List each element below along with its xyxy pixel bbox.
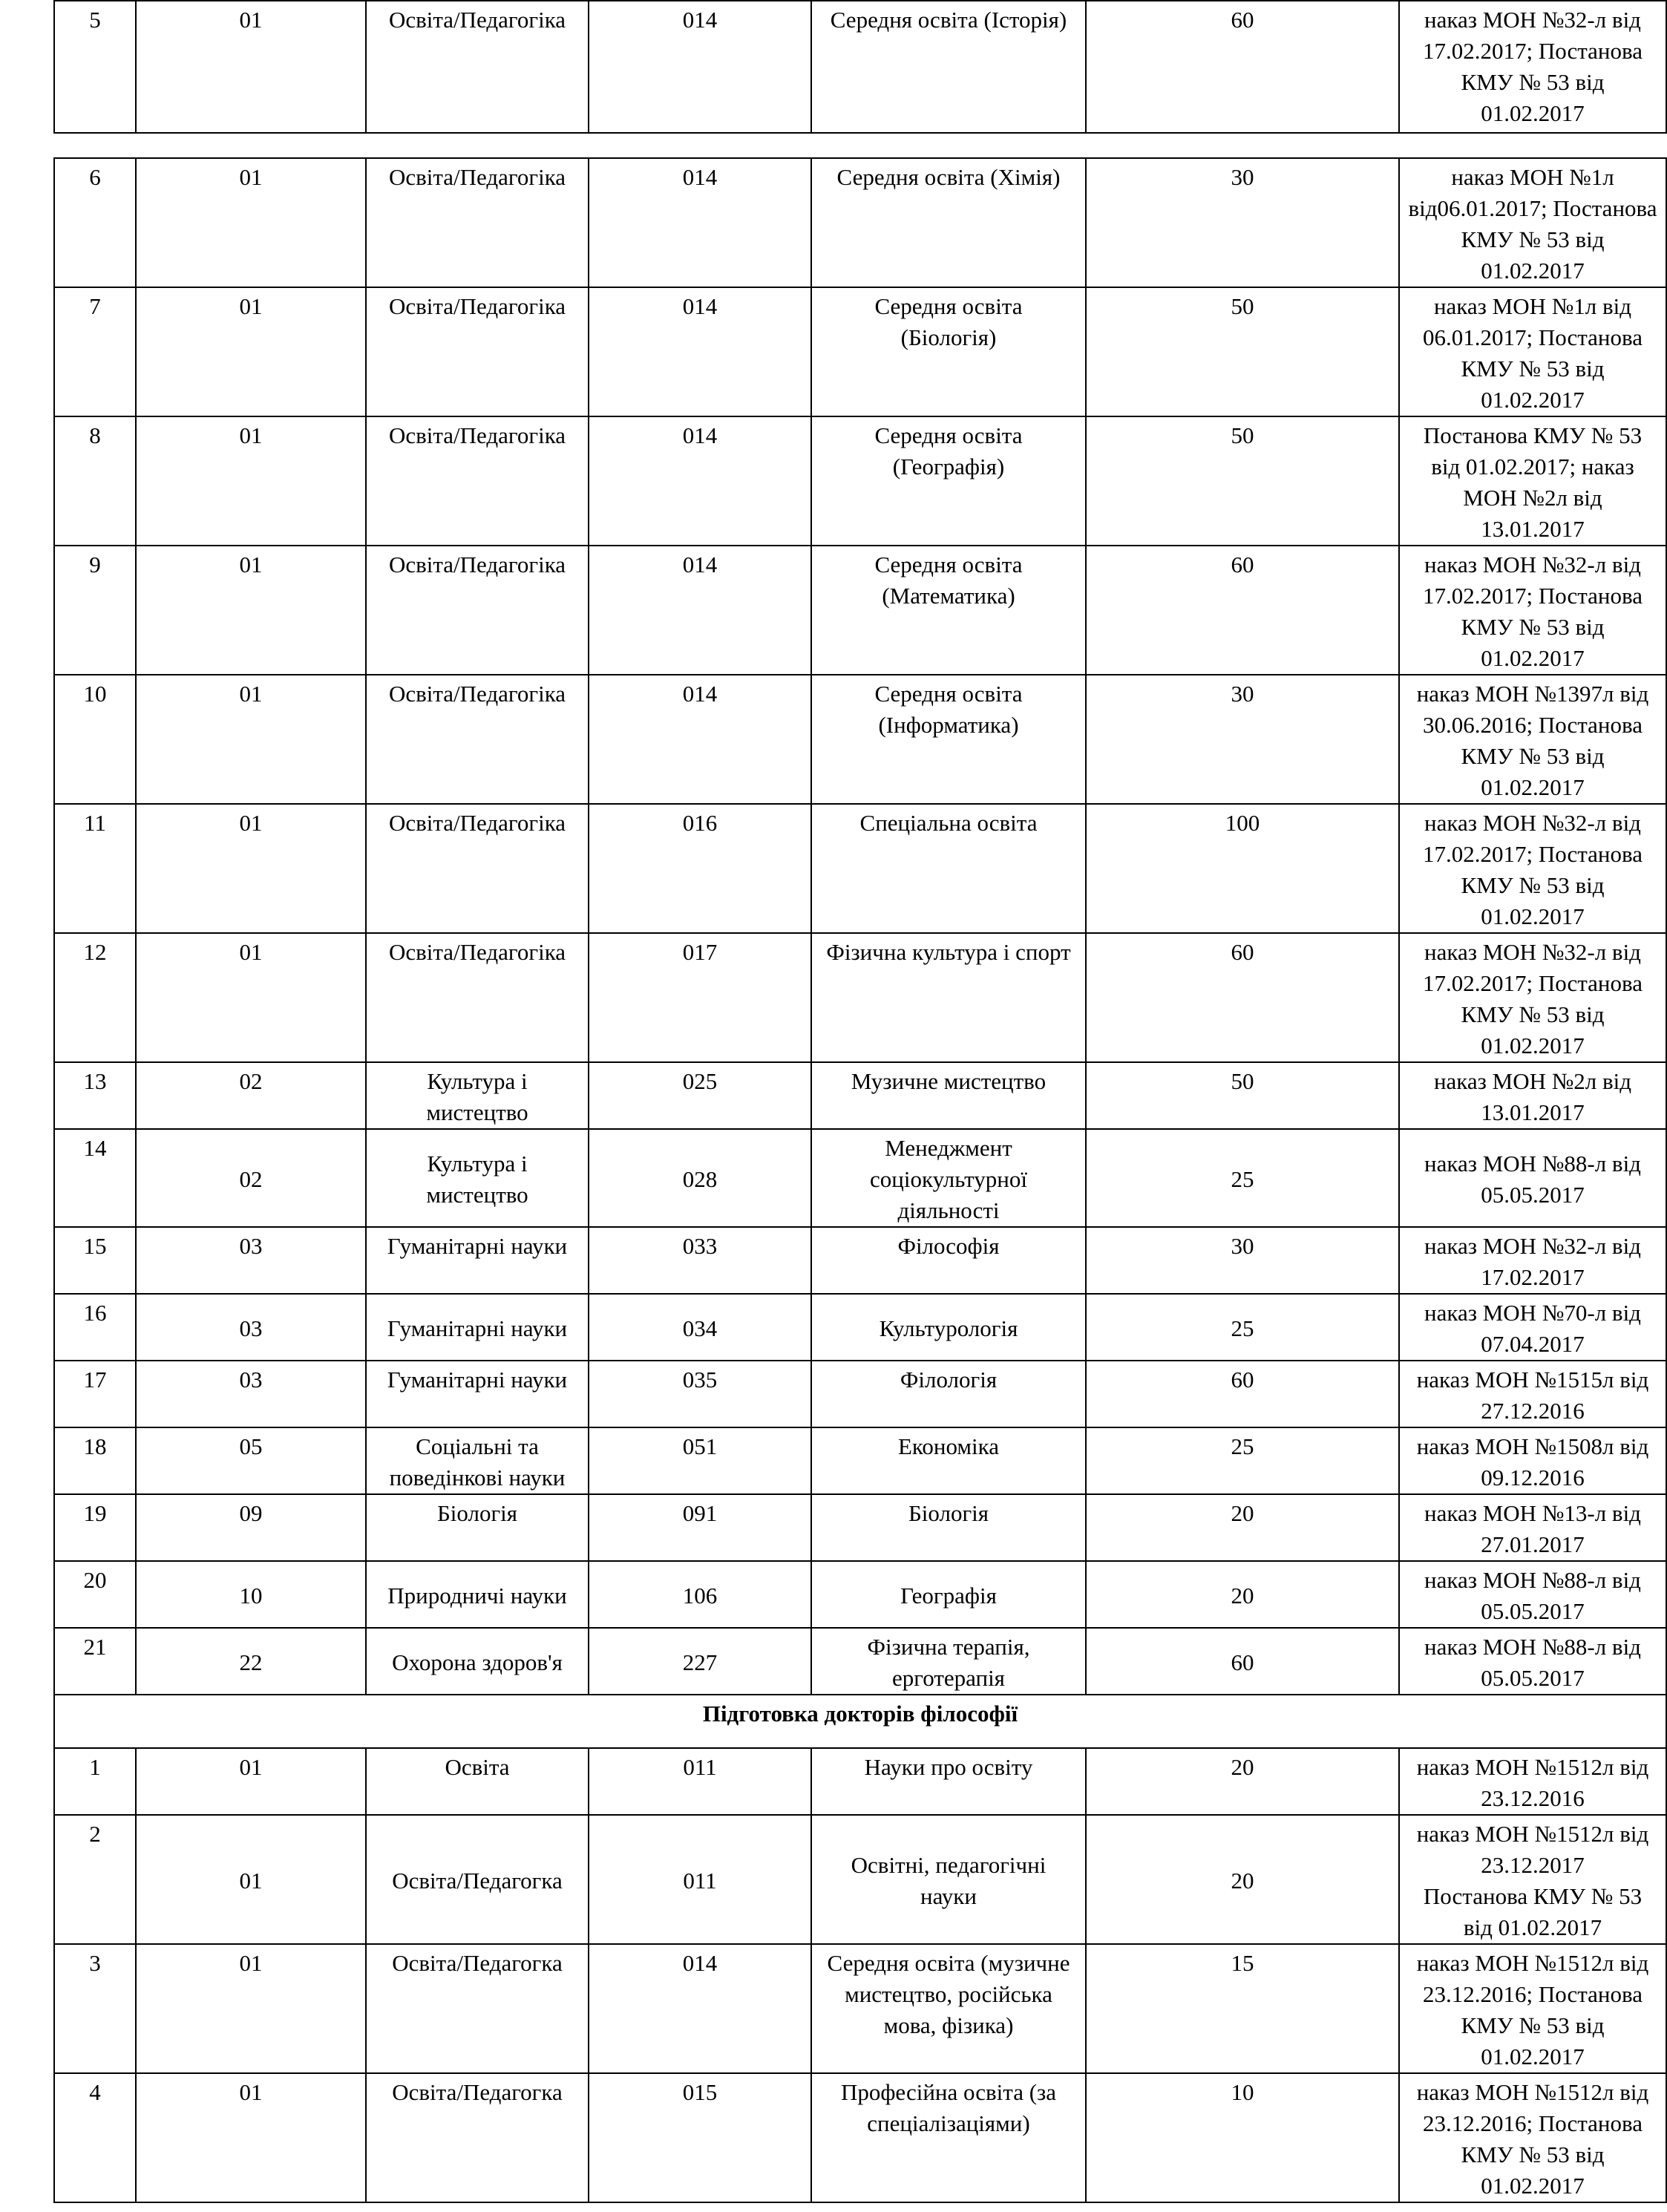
cell-specialty-code: 014: [589, 675, 811, 804]
cell-row-number: 16: [54, 1294, 136, 1361]
cell-license-basis: наказ МОН №1397л від 30.06.2016; Постанова КМУ № 53 від 01.02.2017: [1399, 675, 1666, 804]
table-row: [54, 1494, 1666, 1561]
cell-field-name: Освіта/Педагогіка: [366, 1, 589, 133]
cell-specialty-name: Середня освіта (Біологія): [811, 287, 1086, 416]
cell-row-number: 18: [54, 1427, 136, 1494]
cell-license-volume: 15: [1086, 1944, 1399, 2073]
cell-specialty-name: Фізична культура і спорт: [811, 933, 1086, 1062]
table-row: [54, 1944, 1666, 2073]
cell-row-number: 13: [54, 1062, 136, 1129]
cell-license-volume: 10: [1086, 2073, 1399, 2202]
table-row: [54, 1628, 1666, 1695]
cell-license-basis: наказ МОН №1512л від 23.12.2016; Постанова КМУ № 53 від 01.02.2017: [1399, 2073, 1666, 2202]
cell-specialty-name: Музичне мистецтво: [811, 1062, 1086, 1129]
cell-row-number: 11: [54, 804, 136, 933]
cell-field-name: Освіта/Педагогіка: [366, 287, 589, 416]
cell-specialty-code: 011: [589, 1748, 811, 1815]
cell-license-basis: наказ МОН №1515л від 27.12.2016: [1399, 1361, 1666, 1427]
cell-license-volume: 50: [1086, 287, 1399, 416]
table-row: [54, 1, 1666, 133]
cell-license-volume: 60: [1086, 1, 1399, 133]
cell-license-volume: 30: [1086, 1227, 1399, 1294]
cell-license-volume: 20: [1086, 1748, 1399, 1815]
cell-specialty-code: 028: [589, 1129, 811, 1227]
cell-specialty-code: 015: [589, 2073, 811, 2202]
table-row: [54, 1427, 1666, 1494]
cell-field-code: 09: [136, 1494, 366, 1561]
table-row: [54, 1129, 1666, 1227]
cell-row-number: 2: [54, 1815, 136, 1944]
table-row: [54, 158, 1666, 287]
cell-field-name: Охорона здоров'я: [366, 1628, 589, 1695]
cell-field-name: Природничі науки: [366, 1561, 589, 1628]
cell-license-basis: наказ МОН №1л від06.01.2017; Постанова КМУ № 53 від 01.02.2017: [1399, 158, 1666, 287]
table-row: [54, 1815, 1666, 1944]
table-row: [54, 1361, 1666, 1427]
cell-field-code: 01: [136, 1815, 366, 1944]
cell-specialty-name: Географія: [811, 1561, 1086, 1628]
cell-field-name: Освіта/Педагогка: [366, 1815, 589, 1944]
cell-field-name: Освіта/Педагогка: [366, 1944, 589, 2073]
cell-field-name: Освіта/Педагогіка: [366, 158, 589, 287]
cell-license-basis: наказ МОН №32-л від 17.02.2017; Постанова КМУ № 53 від 01.02.2017: [1399, 546, 1666, 675]
cell-row-number: 7: [54, 287, 136, 416]
cell-specialty-name: Спеціальна освіта: [811, 804, 1086, 933]
cell-field-code: 01: [136, 1944, 366, 2073]
cell-row-number: 5: [54, 1, 136, 133]
cell-specialty-name: Професійна освіта (за спеціалізаціями): [811, 2073, 1086, 2202]
cell-license-volume: 30: [1086, 675, 1399, 804]
cell-specialty-code: 016: [589, 804, 811, 933]
cell-license-volume: 100: [1086, 804, 1399, 933]
cell-row-number: 8: [54, 416, 136, 546]
cell-specialty-name: Економіка: [811, 1427, 1086, 1494]
cell-field-code: 01: [136, 2073, 366, 2202]
cell-license-basis: наказ МОН №88-л від 05.05.2017: [1399, 1561, 1666, 1628]
cell-specialty-name: Менеджмент соціокультурної діяльності: [811, 1129, 1086, 1227]
cell-field-code: 01: [136, 546, 366, 675]
cell-field-code: 01: [136, 675, 366, 804]
cell-row-number: 19: [54, 1494, 136, 1561]
cell-row-number: 10: [54, 675, 136, 804]
cell-specialty-code: 227: [589, 1628, 811, 1695]
table-row: [54, 2073, 1666, 2202]
cell-field-name: Освіта/Педагогіка: [366, 804, 589, 933]
cell-specialty-name: Біологія: [811, 1494, 1086, 1561]
cell-field-name: Освіта/Педагогка: [366, 2073, 589, 2202]
cell-field-code: 22: [136, 1628, 366, 1695]
cell-field-name: Біологія: [366, 1494, 589, 1561]
cell-specialty-name: Науки про освіту: [811, 1748, 1086, 1815]
cell-license-basis: наказ МОН №70-л від 07.04.2017: [1399, 1294, 1666, 1361]
cell-field-name: Гуманітарні науки: [366, 1294, 589, 1361]
cell-specialty-code: 051: [589, 1427, 811, 1494]
cell-license-volume: 60: [1086, 933, 1399, 1062]
cell-field-code: 01: [136, 1748, 366, 1815]
cell-field-code: 01: [136, 804, 366, 933]
table-row: [54, 804, 1666, 933]
cell-specialty-name: Середня освіта (музичне мистецтво, російська мова, фізика): [811, 1944, 1086, 2073]
cell-specialty-name: Філологія: [811, 1361, 1086, 1427]
cell-specialty-name: Культурологія: [811, 1294, 1086, 1361]
cell-row-number: 17: [54, 1361, 136, 1427]
cell-field-name: Соціальні та поведінкові науки: [366, 1427, 589, 1494]
table-row: [54, 1561, 1666, 1628]
cell-field-name: Культура і мистецтво: [366, 1129, 589, 1227]
cell-row-number: 20: [54, 1561, 136, 1628]
cell-field-code: 03: [136, 1361, 366, 1427]
cell-license-volume: 20: [1086, 1815, 1399, 1944]
cell-row-number: 12: [54, 933, 136, 1062]
cell-field-code: 03: [136, 1294, 366, 1361]
cell-license-basis: наказ МОН №32-л від 17.02.2017; Постанова КМУ № 53 від 01.02.2017: [1399, 1, 1666, 133]
cell-license-basis: наказ МОН №1512л від 23.12.2016: [1399, 1748, 1666, 1815]
cell-row-number: 14: [54, 1129, 136, 1227]
cell-specialty-code: 014: [589, 1, 811, 133]
cell-license-volume: 50: [1086, 1062, 1399, 1129]
cell-license-volume: 25: [1086, 1129, 1399, 1227]
cell-license-basis: наказ МОН №1л від 06.01.2017; Постанова КМУ № 53 від 01.02.2017: [1399, 287, 1666, 416]
cell-specialty-name: Освітні, педагогічні науки: [811, 1815, 1086, 1944]
cell-specialty-name: Середня освіта (Історія): [811, 1, 1086, 133]
cell-field-name: Гуманітарні науки: [366, 1361, 589, 1427]
cell-specialty-code: 106: [589, 1561, 811, 1628]
cell-license-volume: 20: [1086, 1561, 1399, 1628]
table-top: [53, 0, 1667, 134]
cell-specialty-code: 014: [589, 416, 811, 546]
cell-specialty-name: Фізична терапія, ерготерапія: [811, 1628, 1086, 1695]
table-row: [54, 933, 1666, 1062]
section-row: [54, 1695, 1666, 1748]
cell-license-basis: наказ МОН №32-л від 17.02.2017; Постанова КМУ № 53 від 01.02.2017: [1399, 804, 1666, 933]
cell-specialty-code: 011: [589, 1815, 811, 1944]
cell-specialty-code: 025: [589, 1062, 811, 1129]
cell-license-volume: 60: [1086, 1361, 1399, 1427]
table-row: [54, 546, 1666, 675]
cell-license-volume: 20: [1086, 1494, 1399, 1561]
cell-row-number: 1: [54, 1748, 136, 1815]
section-title: Підготовка докторів філософії: [54, 1695, 1666, 1748]
cell-row-number: 9: [54, 546, 136, 675]
table-row: [54, 287, 1666, 416]
cell-field-code: 10: [136, 1561, 366, 1628]
cell-specialty-code: 014: [589, 546, 811, 675]
cell-row-number: 3: [54, 1944, 136, 2073]
table-row: [54, 675, 1666, 804]
cell-license-basis: наказ МОН №2л від 13.01.2017: [1399, 1062, 1666, 1129]
cell-field-name: Гуманітарні науки: [366, 1227, 589, 1294]
cell-row-number: 21: [54, 1628, 136, 1695]
cell-field-code: 03: [136, 1227, 366, 1294]
cell-specialty-name: Філософія: [811, 1227, 1086, 1294]
cell-specialty-name: Середня освіта (Географія): [811, 416, 1086, 546]
cell-license-volume: 25: [1086, 1427, 1399, 1494]
cell-license-basis: наказ МОН №88-л від 05.05.2017: [1399, 1628, 1666, 1695]
cell-specialty-name: Середня освіта (Інформатика): [811, 675, 1086, 804]
cell-specialty-code: 091: [589, 1494, 811, 1561]
cell-specialty-code: 035: [589, 1361, 811, 1427]
cell-row-number: 4: [54, 2073, 136, 2202]
cell-license-basis: наказ МОН №1512л від 23.12.2017 Постанова КМУ № 53 від 01.02.2017: [1399, 1815, 1666, 1944]
table-row: [54, 1227, 1666, 1294]
cell-field-name: Освіта/Педагогіка: [366, 675, 589, 804]
cell-license-basis: наказ МОН №1508л від 09.12.2016: [1399, 1427, 1666, 1494]
cell-specialty-code: 014: [589, 158, 811, 287]
cell-license-volume: 25: [1086, 1294, 1399, 1361]
cell-specialty-code: 033: [589, 1227, 811, 1294]
cell-license-basis: наказ МОН №13-л від 27.01.2017: [1399, 1494, 1666, 1561]
table-row: [54, 1062, 1666, 1129]
cell-license-volume: 60: [1086, 546, 1399, 675]
cell-license-volume: 60: [1086, 1628, 1399, 1695]
table-row: [54, 1748, 1666, 1815]
table-row: [54, 416, 1666, 546]
cell-field-code: 02: [136, 1129, 366, 1227]
cell-specialty-code: 017: [589, 933, 811, 1062]
cell-field-name: Освіта: [366, 1748, 589, 1815]
cell-specialty-name: Середня освіта (Математика): [811, 546, 1086, 675]
cell-field-name: Культура і мистецтво: [366, 1062, 589, 1129]
cell-field-code: 01: [136, 1, 366, 133]
cell-specialty-code: 034: [589, 1294, 811, 1361]
cell-row-number: 15: [54, 1227, 136, 1294]
cell-license-basis: Постанова КМУ № 53 від 01.02.2017; наказ МОН №2л від 13.01.2017: [1399, 416, 1666, 546]
cell-license-basis: наказ МОН №32-л від 17.02.2017; Постанова КМУ № 53 від 01.02.2017: [1399, 933, 1666, 1062]
cell-row-number: 6: [54, 158, 136, 287]
cell-license-basis: наказ МОН №32-л від 17.02.2017: [1399, 1227, 1666, 1294]
cell-field-name: Освіта/Педагогіка: [366, 546, 589, 675]
cell-field-name: Освіта/Педагогіка: [366, 933, 589, 1062]
cell-field-code: 01: [136, 933, 366, 1062]
cell-field-code: 05: [136, 1427, 366, 1494]
cell-specialty-code: 014: [589, 287, 811, 416]
cell-license-basis: наказ МОН №1512л від 23.12.2016; Постанова КМУ № 53 від 01.02.2017: [1399, 1944, 1666, 2073]
cell-field-code: 01: [136, 287, 366, 416]
cell-field-code: 01: [136, 158, 366, 287]
cell-specialty-name: Середня освіта (Хімія): [811, 158, 1086, 287]
cell-field-name: Освіта/Педагогіка: [366, 416, 589, 546]
table-main: [53, 157, 1667, 2203]
cell-field-code: 02: [136, 1062, 366, 1129]
cell-license-basis: наказ МОН №88-л від 05.05.2017: [1399, 1129, 1666, 1227]
table-row: [54, 1294, 1666, 1361]
cell-field-code: 01: [136, 416, 366, 546]
cell-license-volume: 30: [1086, 158, 1399, 287]
cell-license-volume: 50: [1086, 416, 1399, 546]
cell-specialty-code: 014: [589, 1944, 811, 2073]
